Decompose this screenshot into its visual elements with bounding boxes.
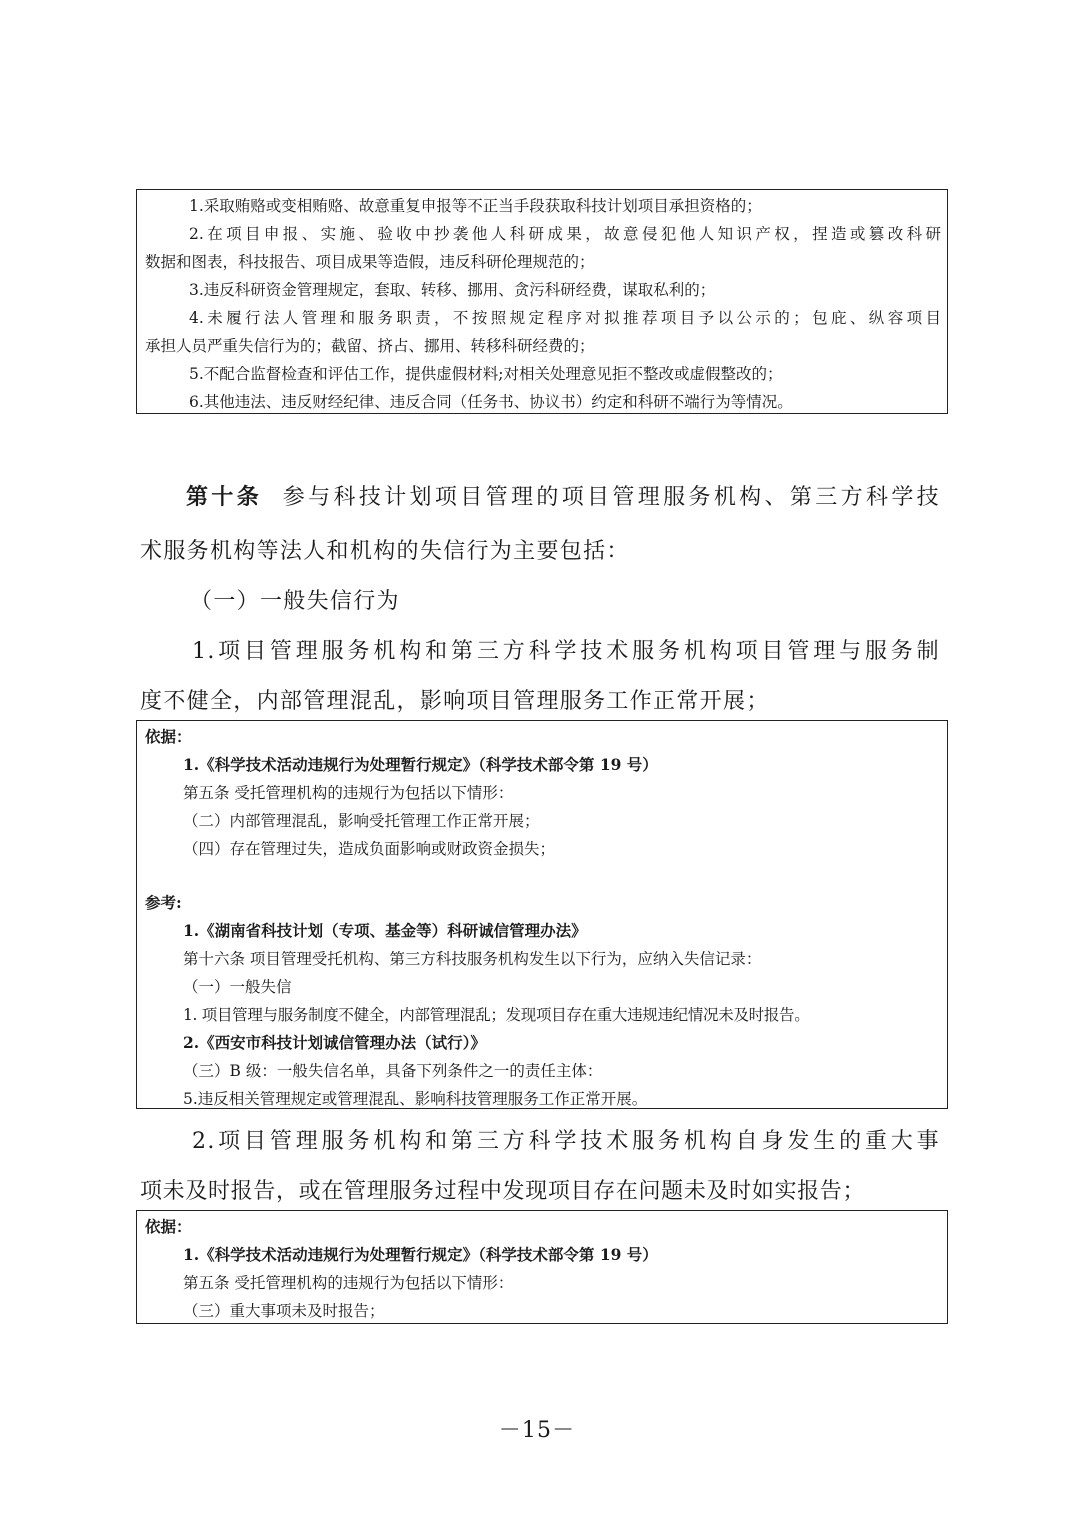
violations-box: [136, 189, 948, 414]
box-line: 承担人员严重失信行为的；截留、挤占、挪用、转移科研经费的；: [145, 337, 595, 355]
basis-label: 依据：: [145, 1217, 192, 1236]
box-line: （二）内部管理混乱，影响受托管理工作正常开展；: [183, 812, 540, 830]
article-label: 第十条: [186, 484, 263, 510]
box-line: 第五条 受托管理机构的违规行为包括以下情形：: [183, 784, 514, 802]
box-line: 1. 项目管理与服务制度不健全，内部管理混乱；发现项目存在重大违规违纪情况未及时报告。: [183, 1006, 810, 1024]
box-line: 6.其他违法、违反财经纪律、违反合同（任务书、协议书）约定和科研不端行为等情况。: [189, 393, 793, 411]
basis-title: 1.《科学技术活动违规行为处理暂行规定》（科学技术部令第 19 号）: [183, 1245, 658, 1264]
box-line: 5.违反相关管理规定或管理混乱、影响科技管理服务工作正常开展。: [183, 1090, 648, 1108]
basis-box: [136, 1210, 948, 1324]
box-line: （一）一般失信: [183, 978, 292, 996]
item-1-line-2: 度不健全，内部管理混乱，影响项目管理服务工作正常开展；: [140, 689, 770, 714]
basis-title: 1.《科学技术活动违规行为处理暂行规定》（科学技术部令第 19 号）: [183, 755, 658, 774]
box-line: （四）存在管理过失，造成负面影响或财政资金损失；: [183, 840, 556, 858]
box-line: 3.违反科研资金管理规定，套取、转移、挪用、贪污科研经费，谋取私利的；: [189, 281, 716, 299]
subsection-heading: （一）一般失信行为: [190, 589, 400, 614]
box-line: 数据和图表，科技报告、项目成果等造假，违反科研伦理规范的；: [145, 253, 595, 271]
page-number: －15－: [498, 1418, 576, 1443]
box-line: 4.未履行法人管理和服务职责，不按照规定程序对拟推荐项目予以公示的；包庇、纵容项目: [189, 309, 941, 327]
item-1-line-1: 1.项目管理服务机构和第三方科学技术服务机构项目管理与服务制: [192, 639, 940, 664]
article-10-line-1: 第十条 参与科技计划项目管理的项目管理服务机构、第三方科学技: [186, 484, 940, 510]
reference-label: 参考:: [145, 893, 182, 912]
item-2-line-2: 项未及时报告，或在管理服务过程中发现项目存在问题未及时如实报告；: [140, 1179, 866, 1204]
article-10-line-2: 术服务机构等法人和机构的失信行为主要包括：: [140, 539, 630, 564]
box-line: 第十六条 项目管理受托机构、第三方科技服务机构发生以下行为，应纳入失信记录：: [183, 950, 762, 968]
reference-title: 1.《湖南省科技计划（专项、基金等）科研诚信管理办法》: [183, 921, 587, 940]
item-2-line-1: 2.项目管理服务机构和第三方科学技术服务机构自身发生的重大事: [192, 1129, 940, 1154]
box-line: 5.不配合监督检查和评估工作，提供虚假材料;对相关处理意见拒不整改或虚假整改的；: [189, 365, 783, 383]
box-line: 2.在项目申报、实施、验收中抄袭他人科研成果，故意侵犯他人知识产权，捏造或篡改科研: [189, 225, 941, 243]
reference-title: 2.《西安市科技计划诚信管理办法（试行）》: [183, 1033, 486, 1052]
box-line: 1.采取贿赂或变相贿赂、故意重复申报等不正当手段获取科技计划项目承担资格的；: [189, 197, 762, 215]
basis-reference-box: [136, 720, 948, 1109]
basis-label: 依据：: [145, 727, 192, 746]
box-line: （三）B 级：一般失信名单，具备下列条件之一的责任主体：: [183, 1062, 603, 1080]
box-line: 第五条 受托管理机构的违规行为包括以下情形：: [183, 1274, 514, 1292]
box-line: （三）重大事项未及时报告；: [183, 1302, 385, 1320]
